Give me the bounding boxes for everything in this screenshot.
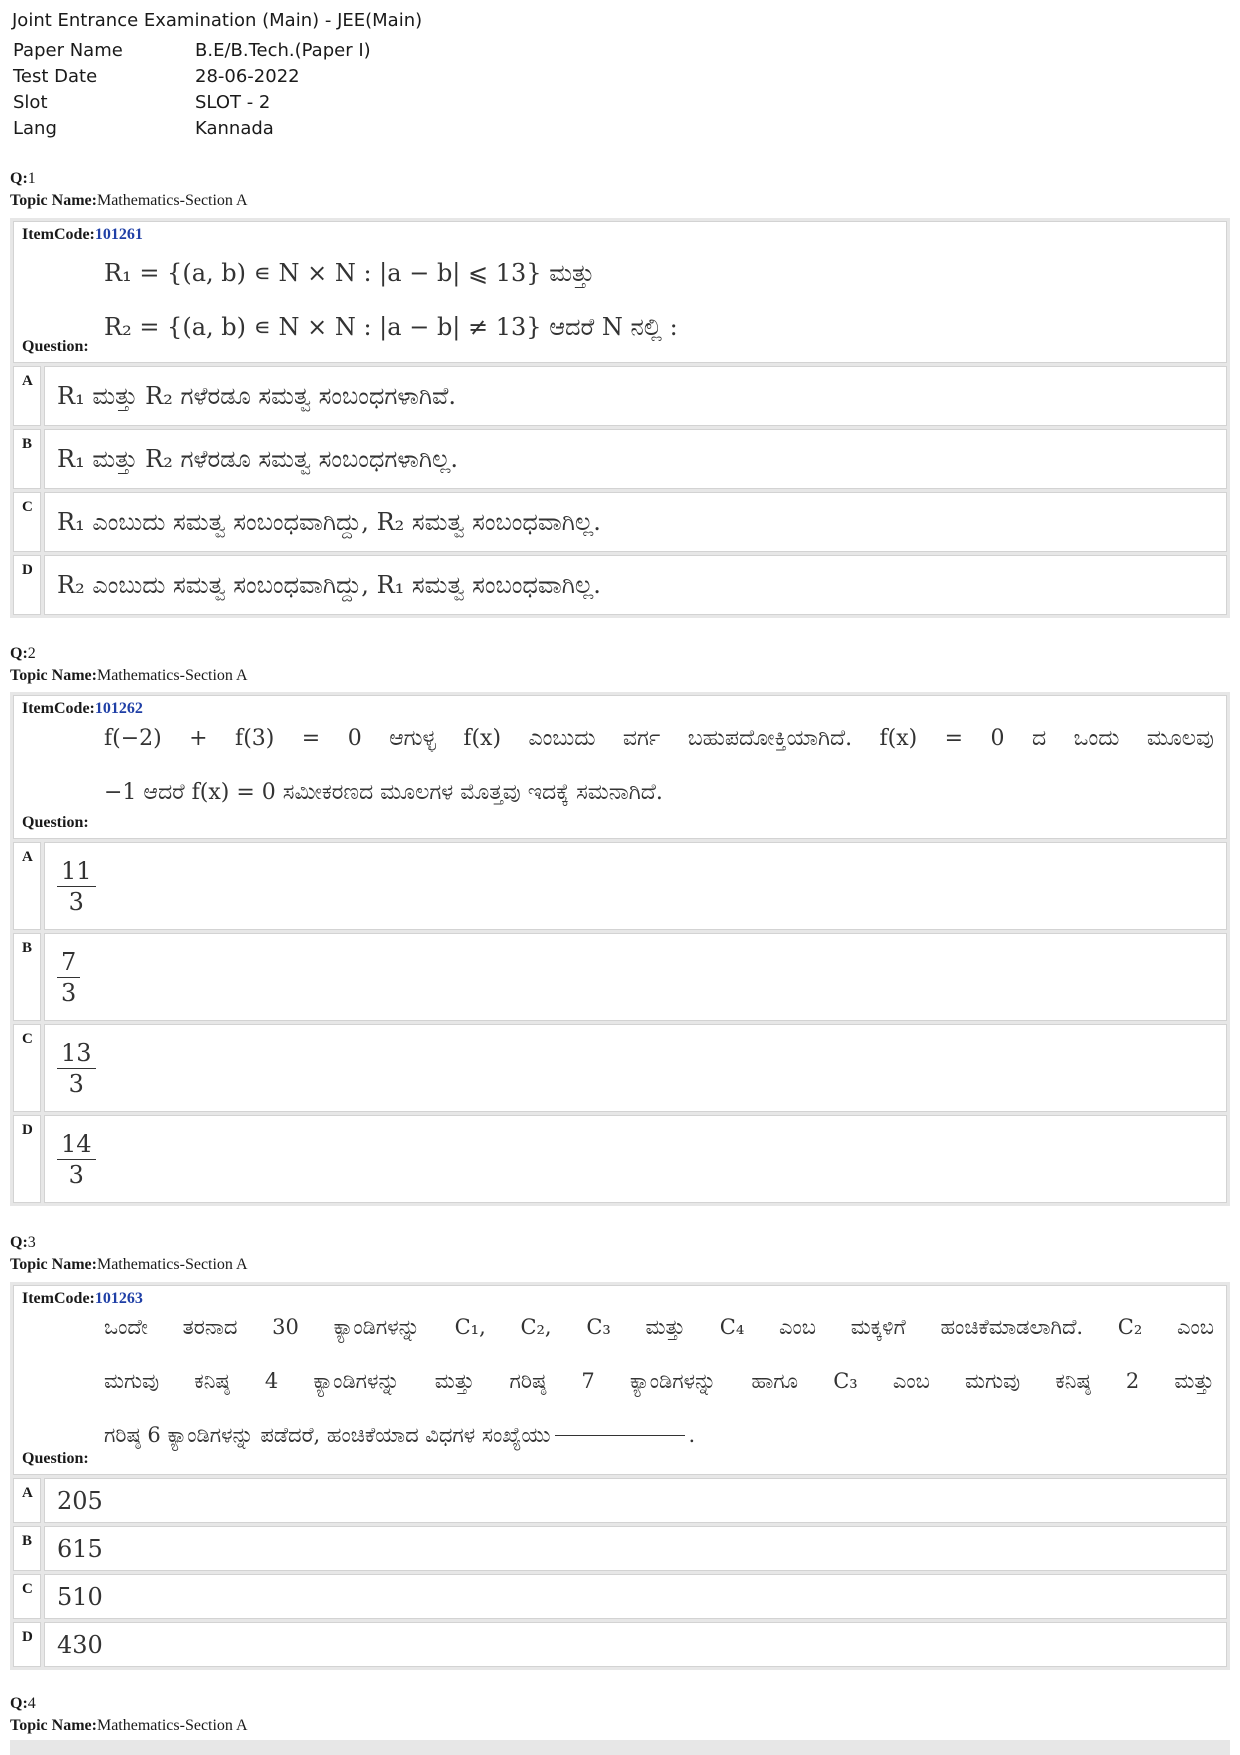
option-d[interactable] bbox=[13, 1115, 1227, 1203]
question-stem bbox=[13, 1285, 1227, 1475]
question-3-box bbox=[10, 1282, 1230, 1670]
option-b[interactable] bbox=[13, 429, 1227, 489]
item-code: ItemCode:101263 bbox=[22, 1290, 143, 1307]
question-label: Question: bbox=[22, 338, 89, 355]
meta-row bbox=[13, 116, 371, 142]
option-letter: D bbox=[13, 1115, 41, 1203]
q-prefix: Q: bbox=[10, 170, 28, 187]
question-text bbox=[104, 1300, 1214, 1462]
option-text: R₁ ಮತ್ತು R₂ ಗಳೆರಡೂ ಸಮತ್ವ ಸಂಬಂಧಗಳಾಗಿಲ್ಲ. bbox=[44, 429, 1227, 489]
option-letter: C bbox=[13, 492, 41, 552]
item-code: ItemCode:101261 bbox=[22, 226, 143, 243]
q-prefix: Q: bbox=[10, 1695, 28, 1712]
q-prefix: Q: bbox=[10, 645, 28, 662]
option-letter: A bbox=[13, 842, 41, 930]
denominator: 3 bbox=[68, 1160, 84, 1189]
option-text: R₂ ಎಂಬುದು ಸಮತ್ವ ಸಂಬಂಧವಾಗಿದ್ದು, R₁ ಸಮತ್ವ ಸಂಬಂಧವಾಗಿಲ್ಲ. bbox=[44, 555, 1227, 615]
meta-key: Test Date bbox=[13, 66, 98, 87]
topic-name: Mathematics-Section A bbox=[96, 1256, 248, 1273]
meta-key: Lang bbox=[13, 118, 57, 139]
question-line: f(−2) + f(3) = 0 ಆಗುಳ್ಳ f(x) ಎಂಬುದು ವರ್ಗ ಬಹುಪದೋಕ್ತಿಯಾಗಿದೆ. f(x) = 0 ದ ಒಂದು ಮೂಲವು bbox=[104, 726, 1214, 751]
fraction bbox=[57, 947, 80, 1008]
option-b[interactable] bbox=[13, 933, 1227, 1021]
option-d[interactable] bbox=[13, 555, 1227, 615]
topic-name: Mathematics-Section A bbox=[96, 192, 248, 209]
option-letter: D bbox=[13, 555, 41, 615]
q-prefix: Q: bbox=[10, 1234, 28, 1251]
numerator: 11 bbox=[57, 856, 96, 887]
question-line: ಒಂದೇ ತರನಾದ 30 ಕ್ಯಾಂಡಿಗಳನ್ನು C₁, C₂, C₃ ಮತ್ತು C₄ ಎಂಬ ಮಕ್ಕಳಿಗೆ ಹಂಚಿಕೆಮಾಡಲಾಗಿದೆ. C₂ ಎಂಬ bbox=[104, 1315, 1214, 1339]
meta-row bbox=[13, 90, 371, 116]
question-number: 2 bbox=[27, 645, 36, 662]
question-text bbox=[104, 712, 1214, 820]
topic-name: Mathematics-Section A bbox=[96, 1717, 248, 1734]
option-letter: C bbox=[13, 1574, 41, 1619]
question-label: Question: bbox=[22, 814, 89, 831]
topic-prefix: Topic Name: bbox=[10, 1256, 97, 1273]
meta-value: B.E/B.Tech.(Paper I) bbox=[195, 40, 371, 61]
option-letter: D bbox=[13, 1622, 41, 1667]
question-label: Question: bbox=[22, 1450, 89, 1467]
denominator: 3 bbox=[61, 978, 77, 1007]
exam-title: Joint Entrance Examination (Main) - JEE(Main) bbox=[12, 10, 423, 31]
exam-header bbox=[12, 8, 422, 142]
meta-row bbox=[13, 64, 371, 90]
question-2-heading bbox=[10, 643, 248, 687]
topic-prefix: Topic Name: bbox=[10, 192, 97, 209]
question-2-box bbox=[10, 692, 1230, 1206]
fraction bbox=[57, 856, 96, 917]
question-number: 1 bbox=[27, 170, 36, 187]
option-c[interactable] bbox=[13, 492, 1227, 552]
option-a[interactable] bbox=[13, 1478, 1227, 1523]
option-letter: B bbox=[13, 429, 41, 489]
numerator: 14 bbox=[57, 1129, 96, 1160]
denominator: 3 bbox=[68, 1069, 84, 1098]
option-text: 205 bbox=[44, 1478, 1227, 1523]
option-text: 430 bbox=[44, 1622, 1227, 1667]
meta-value: SLOT - 2 bbox=[195, 92, 271, 113]
option-letter: A bbox=[13, 1478, 41, 1523]
option-c[interactable] bbox=[13, 1024, 1227, 1112]
option-letter: B bbox=[13, 933, 41, 1021]
question-line: ಗರಿಷ್ಠ 6 ಕ್ಯಾಂಡಿಗಳನ್ನು ಪಡೆದರೆ, ಹಂಚಿಕೆಯಾದ ವಿಧಗಳ ಸಂಖ್ಯೆಯು . bbox=[104, 1423, 696, 1447]
option-a[interactable] bbox=[13, 842, 1227, 930]
option-text: 510 bbox=[44, 1574, 1227, 1619]
fraction bbox=[57, 1038, 96, 1099]
option-d[interactable] bbox=[13, 1622, 1227, 1667]
meta-value: 28-06-2022 bbox=[195, 66, 300, 87]
question-line: −1 ಆದರೆ f(x) = 0 ಸಮೀಕರಣದ ಮೂಲಗಳ ಮೊತ್ತವು ಇದಕ್ಕೆ ಸಮನಾಗಿದೆ. bbox=[104, 780, 663, 805]
question-number: 3 bbox=[27, 1234, 36, 1251]
meta-key: Slot bbox=[13, 92, 48, 113]
meta-key: Paper Name bbox=[13, 40, 123, 61]
question-stem bbox=[13, 695, 1227, 839]
question-4-box-top bbox=[10, 1740, 1230, 1755]
question-text bbox=[104, 246, 1214, 354]
question-1-box bbox=[10, 218, 1230, 618]
paper-meta-table bbox=[13, 38, 371, 142]
topic-prefix: Topic Name: bbox=[10, 667, 97, 684]
fraction bbox=[57, 1129, 96, 1190]
meta-value: Kannada bbox=[195, 118, 274, 139]
option-c[interactable] bbox=[13, 1574, 1227, 1619]
question-number: 4 bbox=[27, 1695, 36, 1712]
question-stem bbox=[13, 221, 1227, 363]
numerator: 7 bbox=[57, 947, 80, 978]
option-a[interactable] bbox=[13, 366, 1227, 426]
topic-prefix: Topic Name: bbox=[10, 1717, 97, 1734]
question-1-heading bbox=[10, 168, 248, 212]
option-b[interactable] bbox=[13, 1526, 1227, 1571]
question-4-heading bbox=[10, 1693, 248, 1737]
question-line: R₁ = {(a, b) ∊ N × N : |a − b| ⩽ 13} ಮತ್ತು bbox=[104, 259, 595, 287]
option-text: R₁ ಎಂಬುದು ಸಮತ್ವ ಸಂಬಂಧವಾಗಿದ್ದು, R₂ ಸಮತ್ವ ಸಂಬಂಧವಾಗಿಲ್ಲ. bbox=[44, 492, 1227, 552]
question-3-heading bbox=[10, 1232, 248, 1276]
denominator: 3 bbox=[68, 887, 84, 916]
option-text: 615 bbox=[44, 1526, 1227, 1571]
numerator: 13 bbox=[57, 1038, 96, 1069]
question-line: R₂ = {(a, b) ∊ N × N : |a − b| ≠ 13} ಆದರೆ N ನಲ್ಲಿ : bbox=[104, 313, 678, 341]
option-text: R₁ ಮತ್ತು R₂ ಗಳೆರಡೂ ಸಮತ್ವ ಸಂಬಂಧಗಳಾಗಿವೆ. bbox=[44, 366, 1227, 426]
answer-blank bbox=[555, 1435, 685, 1436]
option-letter: A bbox=[13, 366, 41, 426]
option-letter: C bbox=[13, 1024, 41, 1112]
question-line: ಮಗುವು ಕನಿಷ್ಠ 4 ಕ್ಯಾಂಡಿಗಳನ್ನು ಮತ್ತು ಗರಿಷ್ಠ 7 ಕ್ಯಾಂಡಿಗಳನ್ನು ಹಾಗೂ C₃ ಎಂಬ ಮಗುವು ಕನಿಷ್ಠ 2 ಮತ್ತು bbox=[104, 1369, 1214, 1393]
item-code: ItemCode:101262 bbox=[22, 700, 143, 717]
topic-name: Mathematics-Section A bbox=[96, 667, 248, 684]
meta-row bbox=[13, 38, 371, 64]
option-letter: B bbox=[13, 1526, 41, 1571]
